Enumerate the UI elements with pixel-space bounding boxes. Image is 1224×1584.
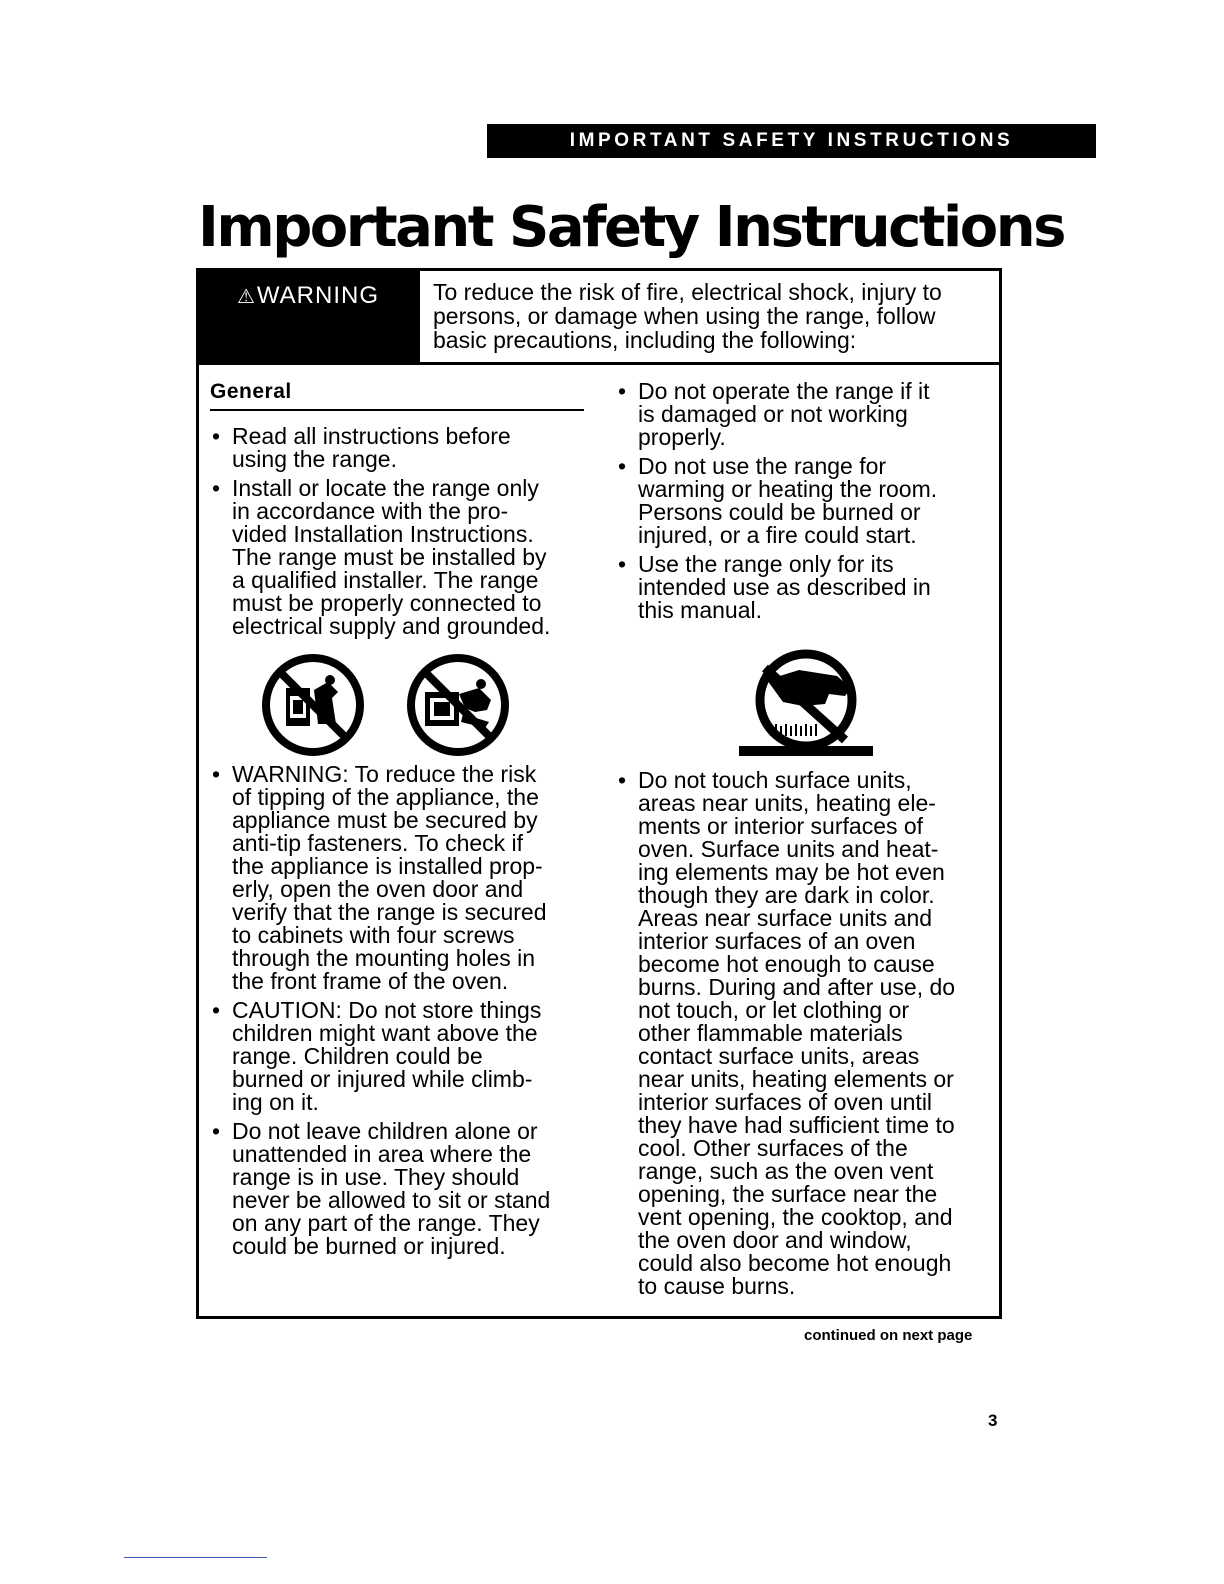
bullet-line: ments or interior surfaces of — [638, 813, 924, 839]
warning-label — [199, 271, 417, 365]
bullet-line: Persons could be burned or — [638, 499, 921, 525]
bullet-item — [210, 1120, 584, 1258]
bullet-line: to cabinets with four screws — [232, 922, 515, 948]
left-bottom-bullet-list — [210, 763, 584, 1258]
bullet-line: vent opening, the cooktop, and — [638, 1204, 953, 1230]
safety-instructions-box — [196, 268, 1002, 1319]
bullet-line: WARNING: To reduce the risk — [232, 761, 537, 787]
bullet-dot-icon: • — [618, 378, 627, 404]
bullet-line: though they are dark in color. — [638, 882, 935, 908]
bullet-line: children might want above the — [232, 1020, 538, 1046]
bullet-line: in accordance with the pro- — [232, 498, 509, 524]
bullet-line: The range must be installed by — [232, 544, 547, 570]
right-column-bottom — [616, 769, 996, 1304]
bullet-line: ing elements may be hot even — [638, 859, 945, 885]
no-touch-hot-surface-icon — [733, 644, 879, 762]
bullet-line: this manual. — [638, 597, 763, 623]
bullet-item — [210, 477, 584, 638]
warning-label-text: WARNING — [256, 282, 380, 309]
bullet-line: never be allowed to sit or stand — [232, 1187, 551, 1213]
bullet-line: intended use as described in — [638, 574, 931, 600]
bullet-line: Do not operate the range if it — [638, 378, 930, 404]
bullet-line: unattended in area where the — [232, 1141, 532, 1167]
bullet-line: become hot enough to cause — [638, 951, 935, 977]
bullet-dot-icon: • — [618, 767, 627, 793]
bullet-line: a qualified installer. The range — [232, 567, 539, 593]
bullet-dot-icon: • — [212, 475, 221, 501]
bullet-line: Do not use the range for — [638, 453, 887, 479]
bullet-item — [210, 763, 584, 993]
bullet-line: interior surfaces of an oven — [638, 928, 916, 954]
bullet-line: contact surface units, areas — [638, 1043, 920, 1069]
continued-note: continued on next page — [804, 1327, 973, 1344]
bullet-line: Do not leave children alone or — [232, 1118, 538, 1144]
bullet-line: other flammable materials — [638, 1020, 903, 1046]
right-top-bullet-list — [616, 380, 996, 622]
page-number: 3 — [988, 1411, 998, 1430]
bullet-line: of tipping of the appliance, the — [232, 784, 539, 810]
bullet-line: Read all instructions before — [232, 423, 511, 449]
bullet-line: must be properly connected to — [232, 590, 542, 616]
bullet-line: verify that the range is secured — [232, 899, 547, 925]
bullet-line: not touch, or let clothing or — [638, 997, 910, 1023]
bullet-line: burned or injured while climb- — [232, 1066, 533, 1092]
bullet-line: Areas near surface units and — [638, 905, 933, 931]
bullet-line: using the range. — [232, 446, 397, 472]
bullet-line: vided Installation Instructions. — [232, 521, 534, 547]
bullet-line: they have had sufficient time to — [638, 1112, 955, 1138]
bullet-line: to cause burns. — [638, 1273, 796, 1299]
bullet-dot-icon: • — [212, 997, 221, 1023]
warning-text-line: To reduce the risk of fire, electrical shock, injury to — [433, 279, 942, 305]
bullet-line: interior surfaces of oven until — [638, 1089, 933, 1115]
no-tipping-range-icon — [260, 652, 366, 758]
bullet-line: cool. Other surfaces of the — [638, 1135, 908, 1161]
bullet-line: through the mounting holes in — [232, 945, 536, 971]
scan-edge-line — [124, 1557, 267, 1558]
bullet-item — [616, 455, 996, 547]
bullet-line: range. Children could be — [232, 1043, 483, 1069]
bullet-line: Do not touch surface units, — [638, 767, 912, 793]
bullet-item — [210, 425, 584, 471]
bullet-line: is damaged or not working — [638, 401, 908, 427]
bullet-line: could also become hot enough — [638, 1250, 952, 1276]
bullet-line: range is in use. They should — [232, 1164, 520, 1190]
bullet-dot-icon: • — [618, 551, 627, 577]
bullet-line: appliance must be secured by — [232, 807, 538, 833]
bullet-line: warming or heating the room. — [638, 476, 938, 502]
bullet-line: the appliance is installed prop- — [232, 853, 543, 879]
bullet-item — [210, 999, 584, 1114]
bullet-line: on any part of the range. They — [232, 1210, 540, 1236]
bullet-dot-icon: • — [618, 453, 627, 479]
bullet-line: electrical supply and grounded. — [232, 613, 551, 639]
bullet-line: areas near units, heating ele- — [638, 790, 936, 816]
bullet-dot-icon: • — [212, 423, 221, 449]
right-bottom-bullet-list — [616, 769, 996, 1298]
bullet-line: opening, the surface near the — [638, 1181, 938, 1207]
right-column-top — [616, 380, 996, 628]
bullet-item — [616, 769, 996, 1298]
warning-text-line: persons, or damage when using the range, follow — [433, 303, 936, 329]
bullet-line: ing on it. — [232, 1089, 319, 1115]
warning-text — [417, 271, 1002, 365]
page-title: Important Safety Instructions — [198, 195, 1064, 260]
bullet-dot-icon: • — [212, 761, 221, 787]
no-climbing-range-icon — [405, 652, 511, 758]
bullet-line: the front frame of the oven. — [232, 968, 509, 994]
left-column-bottom — [210, 763, 584, 1264]
bullet-dot-icon: • — [212, 1118, 221, 1144]
bullet-line: range, such as the oven vent — [638, 1158, 934, 1184]
warning-triangle-icon: ⚠ — [236, 286, 256, 308]
bullet-line: properly. — [638, 424, 726, 450]
section-heading-general: General — [210, 379, 584, 411]
bullet-item — [616, 553, 996, 622]
section-header-banner: IMPORTANT SAFETY INSTRUCTIONS — [487, 124, 1096, 158]
bullet-line: Use the range only for its — [638, 551, 894, 577]
bullet-line: Install or locate the range only — [232, 475, 539, 501]
left-top-bullet-list — [210, 425, 584, 638]
bullet-line: CAUTION: Do not store things — [232, 997, 542, 1023]
bullet-item — [616, 380, 996, 449]
bullet-line: could be burned or injured. — [232, 1233, 506, 1259]
bullet-line: erly, open the oven door and — [232, 876, 524, 902]
bullet-line: near units, heating elements or — [638, 1066, 954, 1092]
bullet-line: oven. Surface units and heat- — [638, 836, 939, 862]
bullet-line: burns. During and after use, do — [638, 974, 956, 1000]
left-column-top — [210, 379, 584, 644]
warning-text-line: basic precautions, including the following: — [433, 327, 857, 353]
bullet-line: the oven door and window, — [638, 1227, 912, 1253]
bullet-line: injured, or a fire could start. — [638, 522, 917, 548]
bullet-line: anti-tip fasteners. To check if — [232, 830, 524, 856]
